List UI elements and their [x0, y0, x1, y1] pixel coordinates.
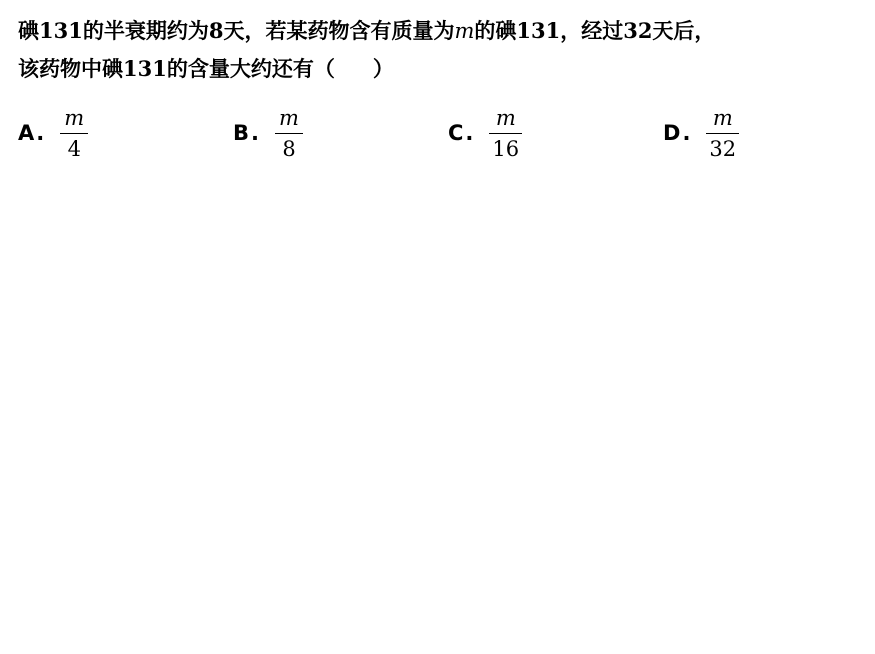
question-line-2 — [18, 50, 863, 88]
fraction — [275, 105, 303, 162]
mass-variable: m — [454, 19, 475, 43]
option-letter: C — [448, 121, 464, 145]
fraction-denominator: 8 — [282, 136, 296, 161]
option-b[interactable] — [233, 98, 303, 168]
fraction-denominator: 4 — [67, 136, 81, 161]
fraction-numerator: m — [64, 105, 85, 130]
fraction — [706, 105, 739, 162]
option-dot: . — [36, 121, 45, 145]
question-text-2a: 该药物中碘131的含量大约还有（ — [18, 56, 335, 81]
option-letter: B — [233, 121, 250, 145]
option-c[interactable] — [448, 98, 522, 168]
question-stem — [18, 12, 863, 88]
question-text-1b: 的碘131，经过32天后， — [474, 18, 716, 43]
option-a[interactable] — [18, 98, 88, 168]
question-line-1 — [18, 12, 863, 50]
option-d[interactable] — [663, 98, 739, 168]
option-dot: . — [465, 121, 474, 145]
question-text-2b: ） — [372, 56, 394, 81]
fraction-numerator: m — [712, 105, 733, 130]
fraction-denominator: 32 — [709, 136, 737, 161]
fraction-numerator: m — [279, 105, 299, 130]
fraction-denominator: 16 — [492, 136, 520, 161]
option-dot: . — [251, 121, 259, 145]
answer-options — [18, 98, 863, 168]
fraction — [489, 105, 522, 162]
fraction — [60, 105, 88, 162]
question-text-1a: 碘131的半衰期约为8天，若某药物含有质量为 — [18, 18, 455, 43]
option-letter: D — [663, 121, 681, 145]
option-letter: A — [18, 121, 35, 145]
fraction-numerator: m — [495, 105, 516, 130]
option-dot: . — [682, 121, 691, 145]
